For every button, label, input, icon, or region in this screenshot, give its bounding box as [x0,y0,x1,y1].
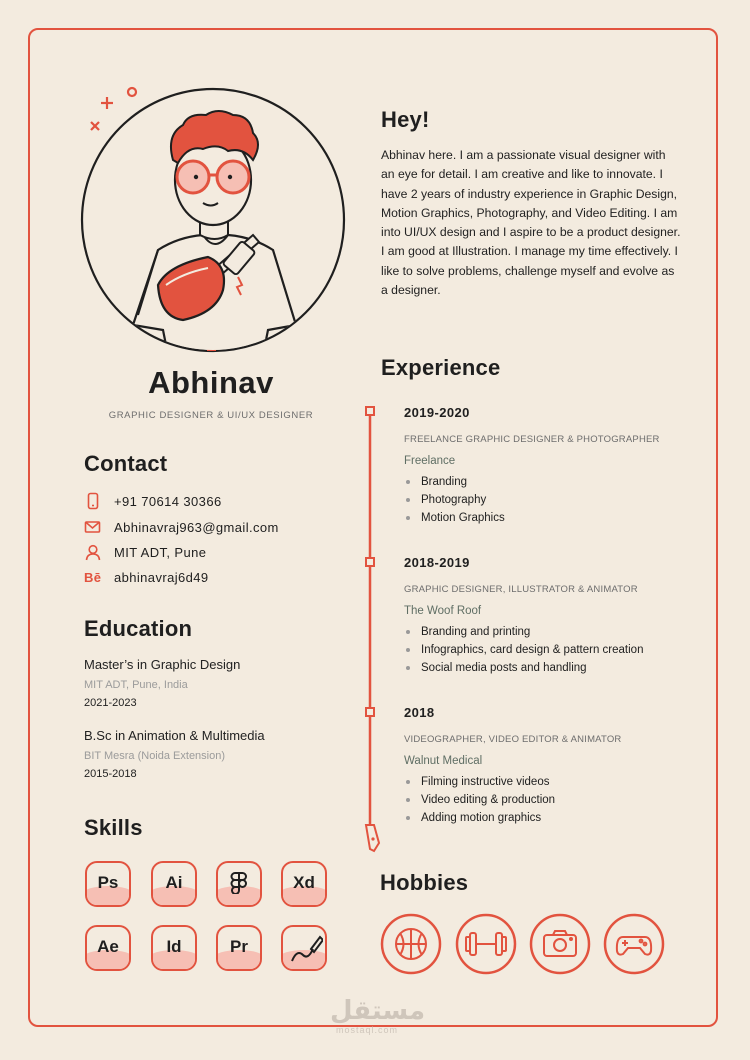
mail-icon [84,518,102,536]
job-duty: Branding [421,473,704,491]
job-duty: Adding motion graphics [421,809,704,827]
skill-indesign [151,925,197,971]
gamepad-icon [603,913,665,975]
contact-heading: Contact [84,451,168,476]
phone-text: +91 70614 30366 [114,493,222,509]
behance-icon [84,568,102,586]
job-years: 2018 [404,705,435,720]
skill-illustrator [151,861,197,907]
education-heading: Education [84,616,193,641]
email-text: Abhinavraj963@gmail.com [114,519,279,535]
phone-icon [84,492,102,510]
skill-after-effects [85,925,131,971]
skill-label: Ai [165,873,183,892]
about-text: Abhinav here. I am a passionate visual designer with an eye for detail. I am creative and like to innovate. I have 2 years of industry experience in Graphic Design, Motion Graphics, Photography, and Video Editing. I am into UI/UX design and I aspire to be a product designer. I am good at Illustration. I manage my time effectively. I like to solve problems, challenge myself and evolve as a designer. [381,148,681,298]
job-years: 2019-2020 [404,405,470,420]
about-heading: Hey! [381,107,430,132]
skill-figma [216,861,262,907]
basketball-icon [380,913,442,975]
watermark-url: mostaql.com [336,1025,399,1035]
skill-label: Ae [97,937,119,956]
skill-label: Pr [230,937,248,956]
skill-photoshop [85,861,131,907]
avatar-illustration [78,85,348,355]
school: MIT ADT, Pune, India [84,679,188,691]
skill-label: Xd [293,873,315,892]
skill-illustration [281,925,327,971]
contact-location [84,543,206,561]
pen-nib-icon [366,825,379,851]
svg-text:Bē: Bē [84,570,102,585]
job-position: FREELANCE GRAPHIC DESIGNER & PHOTOGRAPHER [404,434,660,445]
degree: B.Sc in Animation & Multimedia [84,728,265,743]
skills-heading: Skills [84,815,143,840]
job-duty: Branding and printing [421,623,704,641]
person-name: Abhinav [148,365,274,400]
job-position: GRAPHIC DESIGNER, ILLUSTRATOR & ANIMATOR [404,584,638,595]
job-position: VIDEOGRAPHER, VIDEO EDITOR & ANIMATOR [404,734,622,745]
figma-icon [230,872,248,894]
years: 2021-2023 [84,697,137,709]
education-item [84,728,265,780]
job-company: Freelance [404,455,456,467]
job-company: The Woof Roof [404,605,482,617]
camera-icon [529,913,591,975]
skill-label: Id [166,937,182,956]
contact-behance[interactable] [84,568,209,586]
contact-email[interactable] [84,518,279,536]
decor-marks-icon [91,88,136,130]
school: BIT Mesra (Noida Extension) [84,750,226,762]
job-duty: Photography [421,491,704,509]
contact-phone[interactable] [84,492,222,510]
job-company: Walnut Medical [404,755,483,767]
experience-item [404,555,704,677]
dumbbell-icon [455,913,517,975]
skill-xd [281,861,327,907]
watermark-logo: مستقل [330,995,426,1025]
job-duty: Infographics, card design & pattern creation [421,641,704,659]
location-text: MIT ADT, Pune [114,544,207,560]
experience-heading: Experience [381,355,501,380]
job-years: 2018-2019 [404,555,470,570]
experience-timeline [360,403,386,855]
job-duty: Filming instructive videos [421,773,704,791]
degree: Master’s in Graphic Design [84,657,241,672]
job-duty: Video editing & production [421,791,704,809]
location-icon [84,543,102,561]
hobbies-heading: Hobbies [380,870,469,895]
job-duty: Social media posts and handling [421,659,704,677]
skill-premiere [216,925,262,971]
skill-label: Ps [97,873,119,892]
education-item [84,657,240,709]
years: 2015-2018 [84,768,137,780]
person-role: GRAPHIC DESIGNER & UI/UX DESIGNER [108,410,314,421]
experience-item [404,405,704,527]
job-duty: Motion Graphics [421,509,704,527]
experience-item [404,705,704,827]
pen-tablet-icon [289,931,323,965]
behance-text: abhinavraj6d49 [114,569,209,585]
